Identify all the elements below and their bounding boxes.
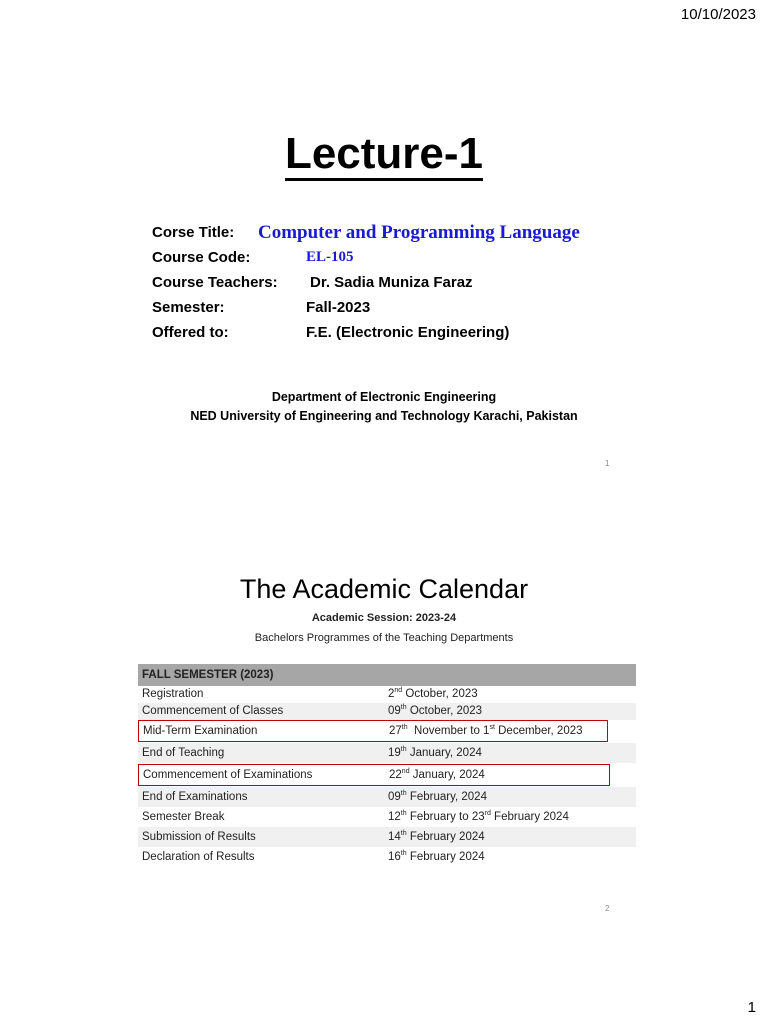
table-row-highlighted xyxy=(138,720,608,742)
date-cell: 09th February, 2024 xyxy=(388,790,487,803)
table-row xyxy=(138,827,636,847)
event-cell: End of Examinations xyxy=(142,791,248,803)
table-row xyxy=(138,847,636,867)
event-cell: Mid-Term Examination xyxy=(143,725,258,737)
table-row xyxy=(138,703,636,720)
course-code-label: Course Code: xyxy=(152,249,251,266)
course-teachers-label: Course Teachers: xyxy=(152,274,278,291)
event-cell: End of Teaching xyxy=(142,747,225,759)
event-cell: Declaration of Results xyxy=(142,851,255,863)
table-row xyxy=(138,787,636,807)
programmes-subtitle: Bachelors Programmes of the Teaching Departments xyxy=(254,632,514,644)
date-cell: 22nd January, 2024 xyxy=(389,768,485,781)
offered-to-label: Offered to: xyxy=(152,324,229,341)
table-header: FALL SEMESTER (2023) xyxy=(138,664,636,686)
date-cell: 14th February 2024 xyxy=(388,830,485,843)
date-cell: 16th February 2024 xyxy=(388,850,485,863)
date-cell: 09th October, 2023 xyxy=(388,704,483,717)
academic-session: Academic Session: 2023-24 xyxy=(311,612,457,624)
course-code-value: EL-105 xyxy=(306,249,354,265)
table-row xyxy=(138,686,636,703)
course-teachers-value: Dr. Sadia Muniza Faraz xyxy=(310,274,473,291)
table-row xyxy=(138,743,636,763)
print-date: 10/10/2023 xyxy=(680,6,756,23)
calendar-title: The Academic Calendar xyxy=(239,574,529,604)
calendar-table xyxy=(138,664,636,867)
table-row xyxy=(138,807,636,827)
semester-label: Semester: xyxy=(152,299,225,316)
slide-number-2: 2 xyxy=(605,904,610,913)
course-title-value: Computer and Programming Language xyxy=(258,222,580,243)
event-cell: Semester Break xyxy=(142,811,225,823)
slide-number-1: 1 xyxy=(605,459,610,468)
event-cell: Commencement of Classes xyxy=(142,705,284,717)
course-title-label: Corse Title: xyxy=(152,224,235,241)
event-cell: Registration xyxy=(142,688,204,700)
offered-to-value: F.E. (Electronic Engineering) xyxy=(306,324,510,341)
date-cell: 12th February to 23rd February 2024 xyxy=(388,810,569,823)
date-cell: 19th January, 2024 xyxy=(388,746,482,759)
page-number: 1 xyxy=(747,999,756,1016)
semester-value: Fall-2023 xyxy=(306,299,371,316)
department-block xyxy=(0,388,768,426)
table-row-highlighted xyxy=(138,764,610,786)
date-cell: 27th November to 1st December, 2023 xyxy=(389,724,583,737)
event-cell: Commencement of Examinations xyxy=(143,769,313,781)
department-name: Department of Electronic Engineering xyxy=(271,390,497,404)
event-cell: Submission of Results xyxy=(142,831,256,843)
date-cell: 2nd October, 2023 xyxy=(388,687,478,700)
lecture-title: Lecture-1 xyxy=(0,128,768,180)
university-name: NED University of Engineering and Technology Karachi, Pakistan xyxy=(190,409,578,423)
